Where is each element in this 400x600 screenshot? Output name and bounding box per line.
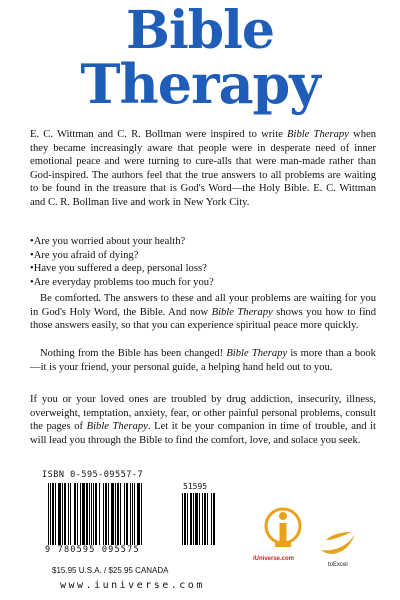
question-item: •Are everyday problems too much for you? bbox=[30, 276, 214, 288]
question-item: •Have you suffered a deep, personal loss? bbox=[30, 263, 207, 274]
ean-barcode bbox=[48, 483, 172, 545]
question-item: •Are you afraid of dying? bbox=[30, 249, 139, 261]
troubled-paragraph: If you or your loved ones are troubled by drug addiction, insecurity, illness, overweight, temptation, anxiety, fear, or other painful personal problems, consult the pages of Bible Therapy. Let it be your companion in time of trouble, and it will lead you through the Bible to find the comfort, love, and solace you seek. bbox=[30, 394, 376, 446]
supplement-barcode bbox=[182, 493, 228, 545]
toexcel-logo-text: toExcel bbox=[328, 562, 348, 568]
comfort-paragraph: Be comforted. The answers to these and all your problems are waiting for you in God's Holy Word, the Bible. And now Bible Therapy shows you how to find those answers easily, so that you can experience spiritual peace more quickly. bbox=[30, 293, 376, 331]
barcode-bar bbox=[213, 493, 215, 545]
iuniverse-logo-text: iUniverse.com bbox=[253, 556, 295, 562]
question-item: •Are you worried about your health? bbox=[30, 236, 186, 247]
question-list bbox=[30, 235, 376, 289]
ean-number: 9 780595 095575 bbox=[45, 545, 140, 555]
isbn-label: ISBN 0-595-09557-7 bbox=[42, 470, 144, 480]
iuniverse-logo-icon bbox=[258, 506, 308, 562]
unchanged-paragraph: Nothing from the Bible has been changed! Bible Therapy is more than a book—it is your friend, your personal guide, a helping hand held out to you. bbox=[30, 348, 376, 373]
about-authors-paragraph: E. C. Wittman and C. R. Bollman were inspired to write Bible Therapy when they became increasingly aware that people were in desperate need of inner emotional peace and were turning to cure-alls that were man-made rather than God-inspired. The authors feel that the true answers to all problems are waiting to be found in the treasure that is God's Word—the Holy Bible. E. C. Wittman and C. R. Bollman live and work in New York City. bbox=[30, 129, 376, 208]
toexcel-swoosh-icon bbox=[318, 528, 358, 558]
barcode-bar bbox=[141, 483, 142, 545]
price-supplement-number: 51595 bbox=[183, 482, 208, 491]
price-label: $15.95 U.S.A. / $25.95 CANADA bbox=[52, 566, 169, 575]
cover-title-line2: Therapy bbox=[80, 52, 320, 116]
cover-title-line1: Bible bbox=[126, 0, 274, 61]
website-url: www.iuniverse.com bbox=[60, 580, 205, 591]
